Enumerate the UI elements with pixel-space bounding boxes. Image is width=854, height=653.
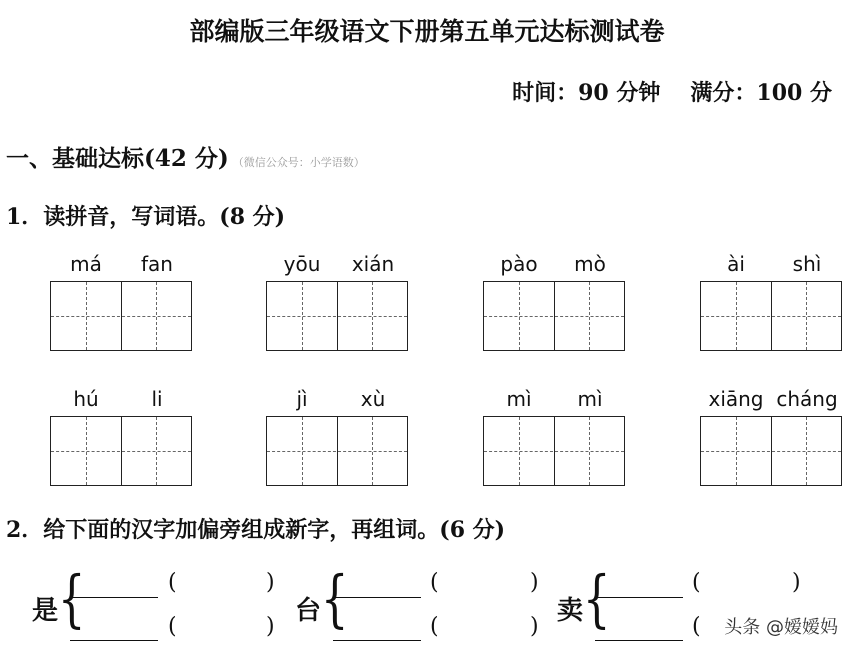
section-note: （微信公众号：小学语数）: [232, 156, 365, 169]
writing-grid[interactable]: [483, 281, 625, 351]
pinyin-1: yōu: [283, 252, 321, 276]
pinyin-2: mò: [574, 252, 606, 276]
pinyin-1: hú: [73, 387, 99, 411]
new-char-blank[interactable]: [333, 597, 421, 598]
word-blank-close: ): [792, 570, 801, 595]
writing-grid[interactable]: [266, 416, 408, 486]
new-char-blank[interactable]: [595, 597, 683, 598]
writing-grid[interactable]: [266, 281, 408, 351]
time-limit: 时间：90 分钟: [512, 80, 661, 106]
pinyin-2: shì: [792, 252, 822, 276]
pinyin-2: xián: [351, 252, 395, 276]
base-char: 是: [32, 596, 59, 626]
new-char-blank[interactable]: [70, 640, 158, 641]
section-title: 一、基础达标(42 分): [6, 145, 229, 172]
word-blank-close: ): [266, 570, 275, 595]
base-char: 台: [295, 596, 322, 626]
pinyin-2: xù: [360, 387, 386, 411]
pinyin-2: cháng: [776, 387, 838, 411]
new-char-blank[interactable]: [595, 640, 683, 641]
pinyin-1: mì: [506, 387, 532, 411]
pinyin-1: xiāng: [708, 387, 764, 411]
word-blank-open: (: [168, 614, 177, 639]
word-blank-open: (: [430, 570, 439, 595]
pinyin-1: má: [70, 252, 102, 276]
question-2-label: 2．给下面的汉字加偏旁组成新字，再组词。(6 分): [6, 517, 506, 543]
word-blank-open: (: [692, 614, 701, 639]
word-blank-open: (: [168, 570, 177, 595]
pinyin-1: jì: [296, 387, 308, 411]
pinyin-2: mì: [577, 387, 603, 411]
brace-icon: {: [320, 562, 349, 635]
section-heading: [6, 140, 365, 173]
watermark: 头条 @嫒嫒妈: [724, 617, 838, 638]
word-blank-open: (: [692, 570, 701, 595]
question-1-label: 1．读拼音，写词语。(8 分): [6, 204, 286, 230]
writing-grid[interactable]: [50, 416, 192, 486]
writing-grid[interactable]: [483, 416, 625, 486]
brace-icon: {: [582, 562, 611, 635]
writing-grid[interactable]: [700, 281, 842, 351]
pinyin-1: ài: [727, 252, 745, 276]
word-blank-close: ): [530, 570, 539, 595]
new-char-blank[interactable]: [70, 597, 158, 598]
page-title: 部编版三年级语文下册第五单元达标测试卷: [189, 17, 665, 46]
pinyin-2: fan: [141, 252, 173, 276]
exam-meta: [512, 76, 832, 107]
writing-grid[interactable]: [50, 281, 192, 351]
base-char: 卖: [557, 596, 584, 626]
brace-icon: {: [57, 562, 86, 635]
writing-grid[interactable]: [700, 416, 842, 486]
full-score: 满分：100 分: [690, 80, 832, 106]
pinyin-1: pào: [500, 252, 538, 276]
word-blank-close: ): [530, 614, 539, 639]
pinyin-2: li: [151, 387, 163, 411]
new-char-blank[interactable]: [333, 640, 421, 641]
word-blank-close: ): [266, 614, 275, 639]
word-blank-open: (: [430, 614, 439, 639]
